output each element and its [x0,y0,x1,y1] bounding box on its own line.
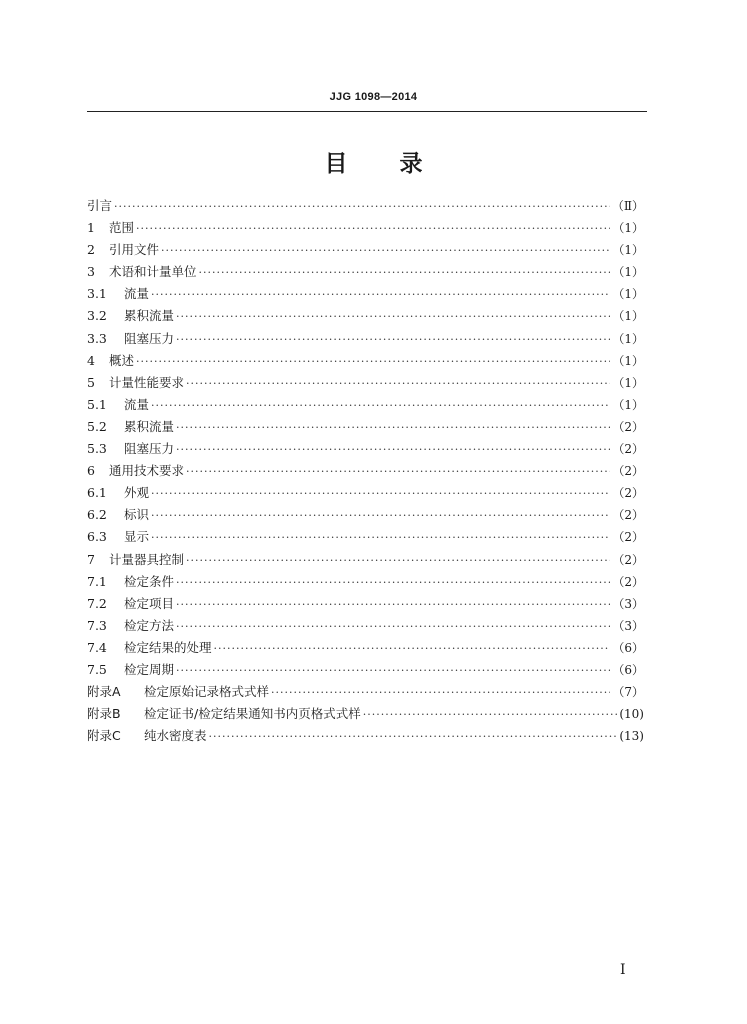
dot-leader [176,664,610,677]
toc-entry-label: 引用文件 [109,242,160,258]
toc-entry-page: （1） [612,265,644,280]
toc-entry[interactable] [87,461,644,483]
toc-entry[interactable] [87,550,644,572]
toc-entry-label: 引言 [87,198,113,213]
toc-entry-number: 6 [87,463,95,479]
standard-code-header: JJG 1098—2014 [329,91,418,103]
toc-entry-label: 检定证书/检定结果通知书内页格式式样 [144,706,361,722]
toc-entry-page: （1） [612,397,644,412]
toc-entry-number: 4 [87,352,95,368]
toc-entry-number: 7.5 [87,661,107,677]
page-number: I [620,962,626,978]
toc-entry-label: 范围 [109,220,135,236]
toc-entry[interactable] [87,262,644,284]
toc-entry-page: （1） [612,331,644,346]
toc-entry[interactable] [87,704,644,726]
toc-entry-number: 3.2 [87,308,107,324]
toc-entry-number: 7.2 [87,595,107,611]
toc-entry-page: （2） [612,442,644,457]
toc-entry-label: 计量器具控制 [109,551,185,567]
toc-entry-label: 阻塞压力 [124,330,175,346]
toc-entry-label: 检定方法 [124,617,175,633]
dot-leader [151,487,610,500]
toc-entry-label: 标识 [124,507,150,523]
dot-leader [151,509,610,522]
dot-leader [209,730,618,743]
dot-leader [363,708,618,721]
dot-leader [176,598,610,611]
toc-entry-label: 计量性能要求 [109,374,185,390]
toc-entry-page: （1） [612,287,644,302]
toc-entry-label: 阻塞压力 [124,441,175,457]
toc-entry[interactable] [87,638,644,660]
dot-leader [199,266,611,279]
toc-entry-page: （1） [612,221,644,236]
toc-entry-label: 检定结果的处理 [124,639,212,655]
toc-entry-number: 7 [87,551,95,567]
toc-entry-page: （3） [612,618,644,633]
toc-entry[interactable] [87,196,644,218]
toc-entry-label: 检定周期 [124,661,175,677]
toc-entry-page: （1） [612,309,644,324]
toc-entry-number: 5 [87,374,95,390]
dot-leader [176,310,610,323]
toc-entry-label: 累积流量 [124,308,175,324]
toc-entry-number: 5.2 [87,418,107,434]
toc-entry[interactable] [87,417,644,439]
toc-entry[interactable] [87,594,644,616]
toc-entry-page: （1） [612,375,644,390]
toc-entry-number: 7.4 [87,639,107,655]
title-char-1: 目 [324,151,348,177]
toc-entry-page: （2） [612,508,644,523]
dot-leader [136,355,610,368]
toc-entry-page: （2） [612,486,644,501]
dot-leader [176,620,610,633]
toc-entry[interactable] [87,395,644,417]
toc-entry-label: 流量 [124,396,150,412]
toc-entry-label: 检定原始记录格式式样 [144,684,270,700]
toc-entry-page: （1） [612,353,644,368]
dot-leader [214,642,611,655]
title-char-2: 录 [399,151,423,177]
dot-leader [151,531,610,544]
toc-entry-label: 显示 [124,529,150,545]
toc-entry-number: 6.1 [87,485,107,501]
dot-leader [136,222,610,235]
toc-entry-page: (10) [619,707,644,722]
toc-entry-label: 通用技术要求 [109,463,185,479]
toc-entry-number: 2 [87,242,95,258]
dot-leader [186,554,610,567]
toc-entry-page: （1） [612,243,644,258]
toc-entry[interactable] [87,240,644,262]
toc-entry-number: 附录C [87,728,121,744]
dot-leader [176,421,610,434]
toc-entry-number: 7.3 [87,617,107,633]
toc-entry[interactable] [87,218,644,240]
toc-entry-page: （6） [612,662,644,677]
dot-leader [271,686,610,699]
toc-entry-number: 6.2 [87,507,107,523]
toc-entry[interactable] [87,682,644,704]
toc-entry-number: 附录B [87,706,121,722]
toc-entry-label: 累积流量 [124,418,175,434]
dot-leader [161,244,610,257]
dot-leader [176,333,610,346]
toc-entry-number: 3.3 [87,330,107,346]
toc-entry-label: 外观 [124,485,150,501]
toc-entry-number: 3.1 [87,286,107,302]
toc-entry[interactable] [87,726,644,748]
toc-entry[interactable] [87,329,644,351]
toc-entry-label: 概述 [109,352,135,368]
toc-entry-page: （2） [612,530,644,545]
dot-leader [114,200,610,213]
toc-entry[interactable] [87,373,644,395]
toc-entry-label: 检定条件 [124,573,175,589]
toc-entry[interactable] [87,616,644,638]
toc-entry[interactable] [87,483,644,505]
toc-entry[interactable] [87,572,644,594]
toc-entry-label: 检定项目 [124,595,175,611]
toc-entry[interactable] [87,527,644,549]
toc-entry-page: （3） [612,596,644,611]
header-rule [87,111,647,112]
toc-entry-number: 5.1 [87,396,107,412]
toc-entry[interactable] [87,660,644,682]
toc-entry[interactable] [87,284,644,306]
table-of-contents [87,196,644,748]
dot-leader [186,377,610,390]
page-title [0,145,747,178]
toc-entry[interactable] [87,439,644,461]
toc-entry-page: （Ⅱ） [611,199,644,213]
toc-entry-number: 5.3 [87,441,107,457]
toc-entry[interactable] [87,306,644,328]
toc-entry-page: （6） [612,640,644,655]
dot-leader [176,443,610,456]
toc-entry-number: 1 [87,220,95,236]
toc-entry-page: （2） [612,464,644,479]
dot-leader [186,465,610,478]
toc-entry[interactable] [87,351,644,373]
dot-leader [151,288,610,301]
toc-entry-number: 6.3 [87,529,107,545]
toc-entry-label: 流量 [124,286,150,302]
toc-entry-page: (13) [619,729,644,744]
toc-entry-page: （2） [612,419,644,434]
toc-entry[interactable] [87,505,644,527]
toc-entry-page: （2） [612,574,644,589]
toc-entry-number: 附录A [87,684,121,700]
toc-entry-page: （2） [612,552,644,567]
dot-leader [176,576,610,589]
toc-entry-label: 纯水密度表 [144,728,207,744]
toc-entry-number: 3 [87,264,95,280]
toc-entry-number: 7.1 [87,573,107,589]
dot-leader [151,399,610,412]
toc-entry-page: （7） [612,685,644,700]
toc-entry-label: 术语和计量单位 [109,264,197,280]
